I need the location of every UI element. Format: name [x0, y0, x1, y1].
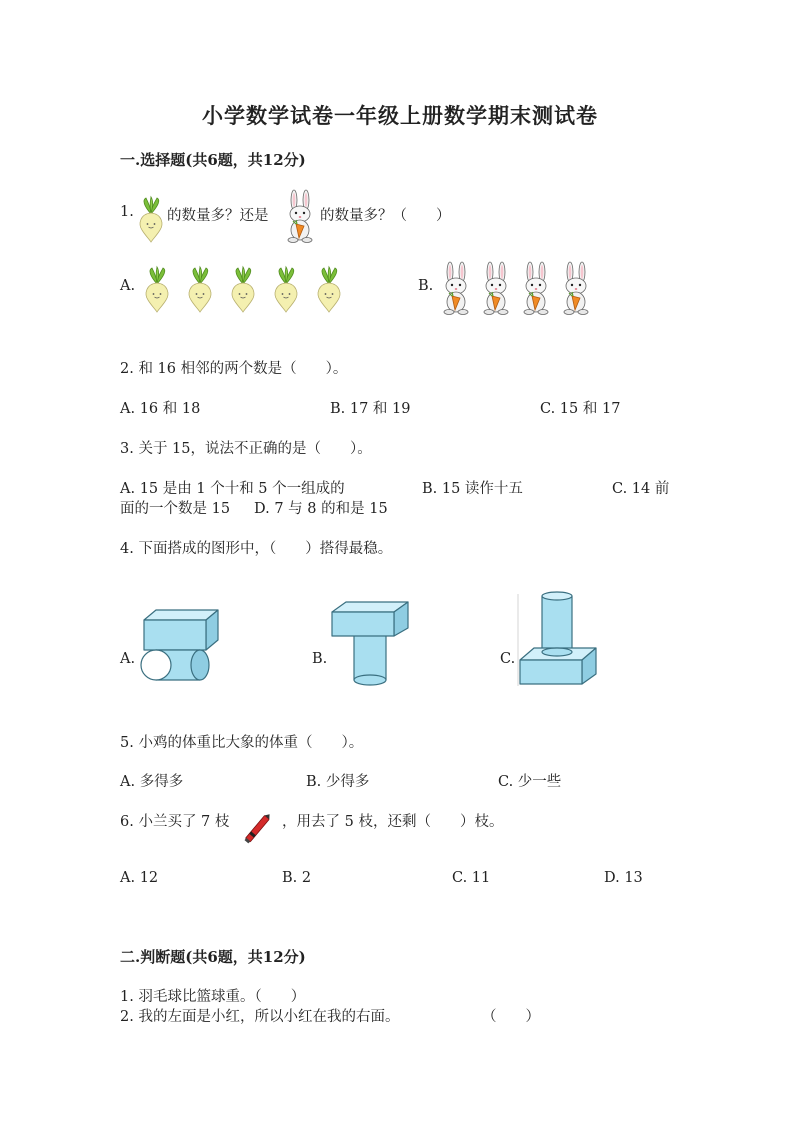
judgement-q1: 1. 羽毛球比篮球重。（ ）	[120, 989, 306, 1005]
q6-option-c[interactable]: C. 11	[452, 870, 491, 886]
q3-option-d[interactable]: D. 7 与 8 的和是 15	[254, 501, 388, 517]
q6-option-a[interactable]: A. 12	[120, 870, 159, 886]
pen-icon	[240, 808, 276, 848]
page-title: 小学数学试卷一年级上册数学期末测试卷	[202, 103, 598, 128]
q3-option-a[interactable]: A. 15 是由 1 个十和 5 个一组成的	[120, 481, 345, 497]
q6-option-d[interactable]: D. 13	[604, 870, 643, 886]
q1-number: 1.	[120, 204, 134, 220]
rabbit-icon	[438, 262, 474, 314]
q3-option-b[interactable]: B. 15 读作十五	[422, 481, 523, 497]
q3-text: 3. 关于 15，说法不正确的是（ ）。	[120, 441, 372, 457]
rabbit-icon	[282, 190, 318, 242]
q3-option-c-cont[interactable]: 面的一个数是 15	[120, 501, 231, 517]
q4-text: 4. 下面搭成的图形中，（ ）搭得最稳。	[120, 541, 393, 557]
q4-option-a[interactable]: A.	[120, 651, 136, 667]
q2-option-b[interactable]: B. 17 和 19	[330, 401, 411, 417]
q2-option-a[interactable]: A. 16 和 18	[120, 401, 201, 417]
radish-icon	[185, 266, 215, 312]
q5-text: 5. 小鸡的体重比大象的体重（ ）。	[120, 735, 364, 751]
shape-c-cylinder-on-box[interactable]	[516, 590, 600, 688]
shape-a-box-on-cylinder[interactable]	[136, 606, 224, 684]
q2-text: 2. 和 16 相邻的两个数是（ ）。	[120, 361, 348, 377]
radish-icon	[142, 266, 172, 312]
q4-option-c[interactable]: C.	[500, 651, 516, 667]
radish-icon	[228, 266, 258, 312]
q1-text-mid: 的数量多？还是	[167, 208, 269, 224]
q5-option-b[interactable]: B. 少得多	[306, 774, 370, 790]
judgement-q2-paren[interactable]: （ ）	[482, 1009, 540, 1025]
q1-option-b[interactable]: B.	[418, 278, 434, 294]
section-heading-choice: 一.选择题(共6题，共12分)	[120, 151, 306, 169]
rabbit-icon	[478, 262, 514, 314]
judgement-q2: 2. 我的左面是小红，所以小红在我的右面。	[120, 1009, 400, 1025]
radish-icon	[136, 196, 166, 242]
rabbit-icon	[558, 262, 594, 314]
q6-option-b[interactable]: B. 2	[282, 870, 312, 886]
q1-option-a[interactable]: A.	[120, 278, 136, 294]
q6-text-end: ，用去了 5 枝，还剩（ ）枝。	[282, 814, 504, 830]
radish-icon	[271, 266, 301, 312]
q5-option-c[interactable]: C. 少一些	[498, 774, 562, 790]
shape-b-box-on-thin-cylinder[interactable]	[328, 598, 412, 686]
q5-option-a[interactable]: A. 多得多	[120, 774, 184, 790]
q2-option-c[interactable]: C. 15 和 17	[540, 401, 621, 417]
q3-option-c[interactable]: C. 14 前	[612, 481, 670, 497]
q4-option-b[interactable]: B.	[312, 651, 328, 667]
section-heading-judgement: 二.判断题(共6题，共12分)	[120, 948, 306, 966]
q1-text-end: 的数量多？（ ）	[320, 208, 451, 224]
radish-icon	[314, 266, 344, 312]
q6-text-start: 6. 小兰买了 7 枝	[120, 814, 230, 830]
rabbit-icon	[518, 262, 554, 314]
